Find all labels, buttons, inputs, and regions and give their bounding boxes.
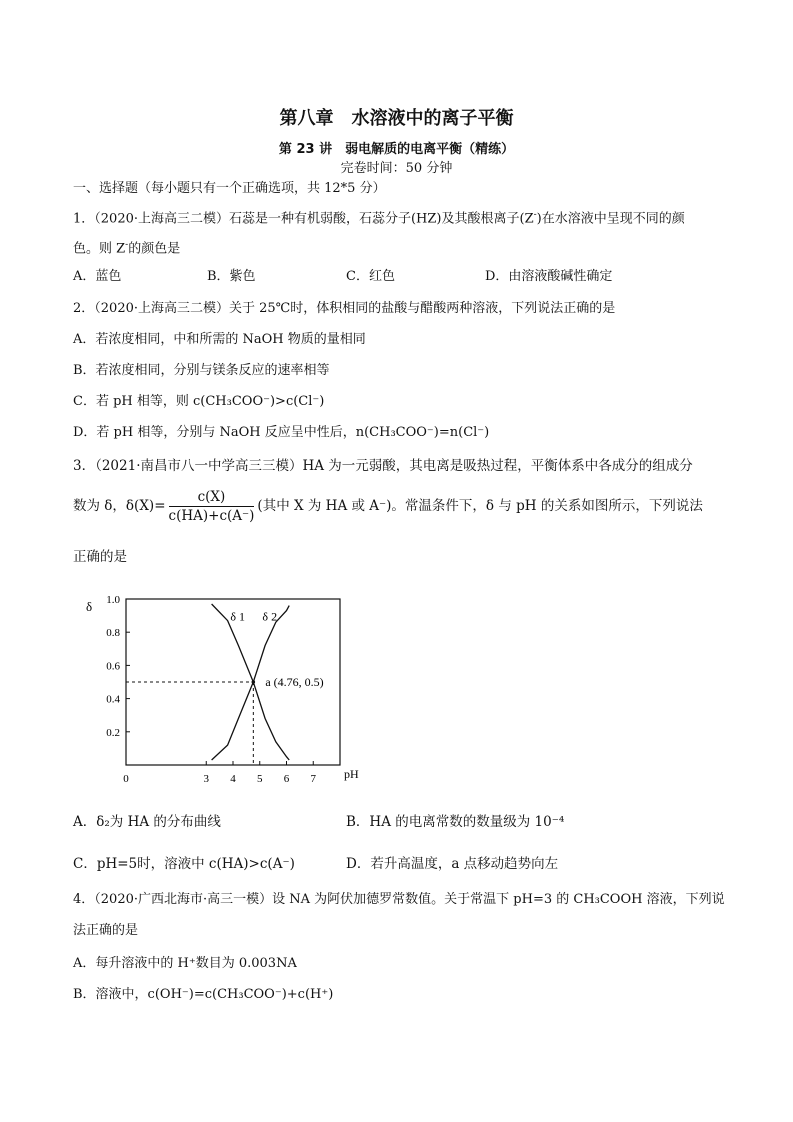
q4-option-a: A．每升溶液中的 H⁺数目为 0.003NA [73, 956, 297, 971]
y-tick-label: 0.6 [106, 660, 120, 673]
y-tick-label: 1.0 [106, 594, 120, 606]
x-tick-label: 0 [123, 773, 129, 785]
x-tick-label: 6 [283, 773, 290, 785]
q3-option-c: C．pH=5时，溶液中 c(HA)>c(A⁻) [73, 856, 295, 872]
x-tick-label: 4 [230, 773, 236, 785]
q4-stem-line-1: 4．（2020·广西北海市·高三一模）设 NA 为阿伏加德罗常数值。关于常温下 pH=3 的 CH₃COOH 溶液，下列说 [73, 892, 725, 907]
q2-option-c: C．若 pH 相等，则 c(CH₃COO⁻)>c(Cl⁻) [73, 394, 325, 409]
q3-stem-line-2: 数为 δ，δ(X)= $\frac{c(X)}{c(HA)+c(A^-)}$ (其中 X 为 HA 或 A⁻)。常温条件下，δ 与 pH 的关系如图所示，下列说法 [73, 489, 703, 524]
x-axis-label: pH [344, 767, 359, 781]
delta-fraction: $\frac{c(X)}{c(HA)+c(A^-)}$ [168, 489, 255, 524]
q2-option-b: B．若浓度相同，分别与镁条反应的速率相等 [73, 363, 330, 378]
q1-option-c: C．红色 [346, 269, 395, 284]
annotation-label: a (4.76, 0.5) [265, 675, 324, 689]
y-tick-label: 0.2 [106, 726, 120, 739]
time-limit: 完卷时间：50 分钟 [340, 161, 453, 176]
point-a [252, 680, 256, 684]
y-axis-label: δ [86, 599, 93, 614]
q1-option-d: D．由溶液酸碱性确定 [485, 269, 613, 284]
delta-ph-chart [80, 585, 370, 795]
q4-option-b: B．溶液中，c(OH⁻)=c(CH₃COO⁻)+c(H⁺) [73, 987, 334, 1002]
q2-stem: 2．（2020·上海高三二模）关于 25℃时，体积相同的盐酸与醋酸两种溶液，下列说法正确的是 [73, 301, 616, 316]
q3-stem-line-1: 3．（2021·南昌市八一中学高三三模）HA 为一元弱酸，其电离是吸热过程，平衡体系中各成分的组成分 [73, 458, 693, 474]
q4-stem-line-2: 法正确的是 [73, 923, 139, 938]
q1-option-a: A．蓝色 [73, 269, 122, 284]
q1-stem-line-2: 色。则 Z-的颜色是 [73, 240, 181, 257]
q2-option-d: D．若 pH 相等，分别与 NaOH 反应呈中性后，n(CH₃COO⁻)=n(Cl⁻) [73, 425, 490, 440]
q1-option-b: B．紫色 [207, 269, 256, 284]
x-tick-label: 3 [203, 773, 209, 785]
q3-option-d: D．若升高温度，a 点移动趋势向左 [346, 856, 559, 872]
series-label-2: δ 2 [262, 609, 278, 624]
q1-stem-line-1: 1．（2020·上海高三二模）石蕊是一种有机弱酸，石蕊分子(HZ)及其酸根离子(Z-)在水溶液中呈现不同的颜 [73, 210, 685, 227]
lecture-title: 第 23 讲 弱电解质的电离平衡（精练） [278, 142, 515, 157]
section-heading: 一、选择题（每小题只有一个正确选项，共 12*5 分） [73, 181, 386, 196]
chapter-title: 第八章 水溶液中的离子平衡 [279, 108, 514, 129]
q2-option-a: A．若浓度相同，中和所需的 NaOH 物质的量相同 [73, 332, 366, 347]
x-tick-label: 7 [310, 773, 316, 785]
q3-option-b: B．HA 的电离常数的数量级为 10⁻⁴ [346, 814, 565, 830]
x-tick-label: 5 [257, 773, 263, 785]
q3-option-a: A．δ₂为 HA 的分布曲线 [73, 814, 221, 830]
y-tick-label: 0.8 [106, 627, 120, 640]
y-tick-label: 0.4 [106, 693, 120, 706]
series-label-1: δ 1 [230, 609, 245, 624]
q3-stem-line-3: 正确的是 [73, 549, 127, 565]
